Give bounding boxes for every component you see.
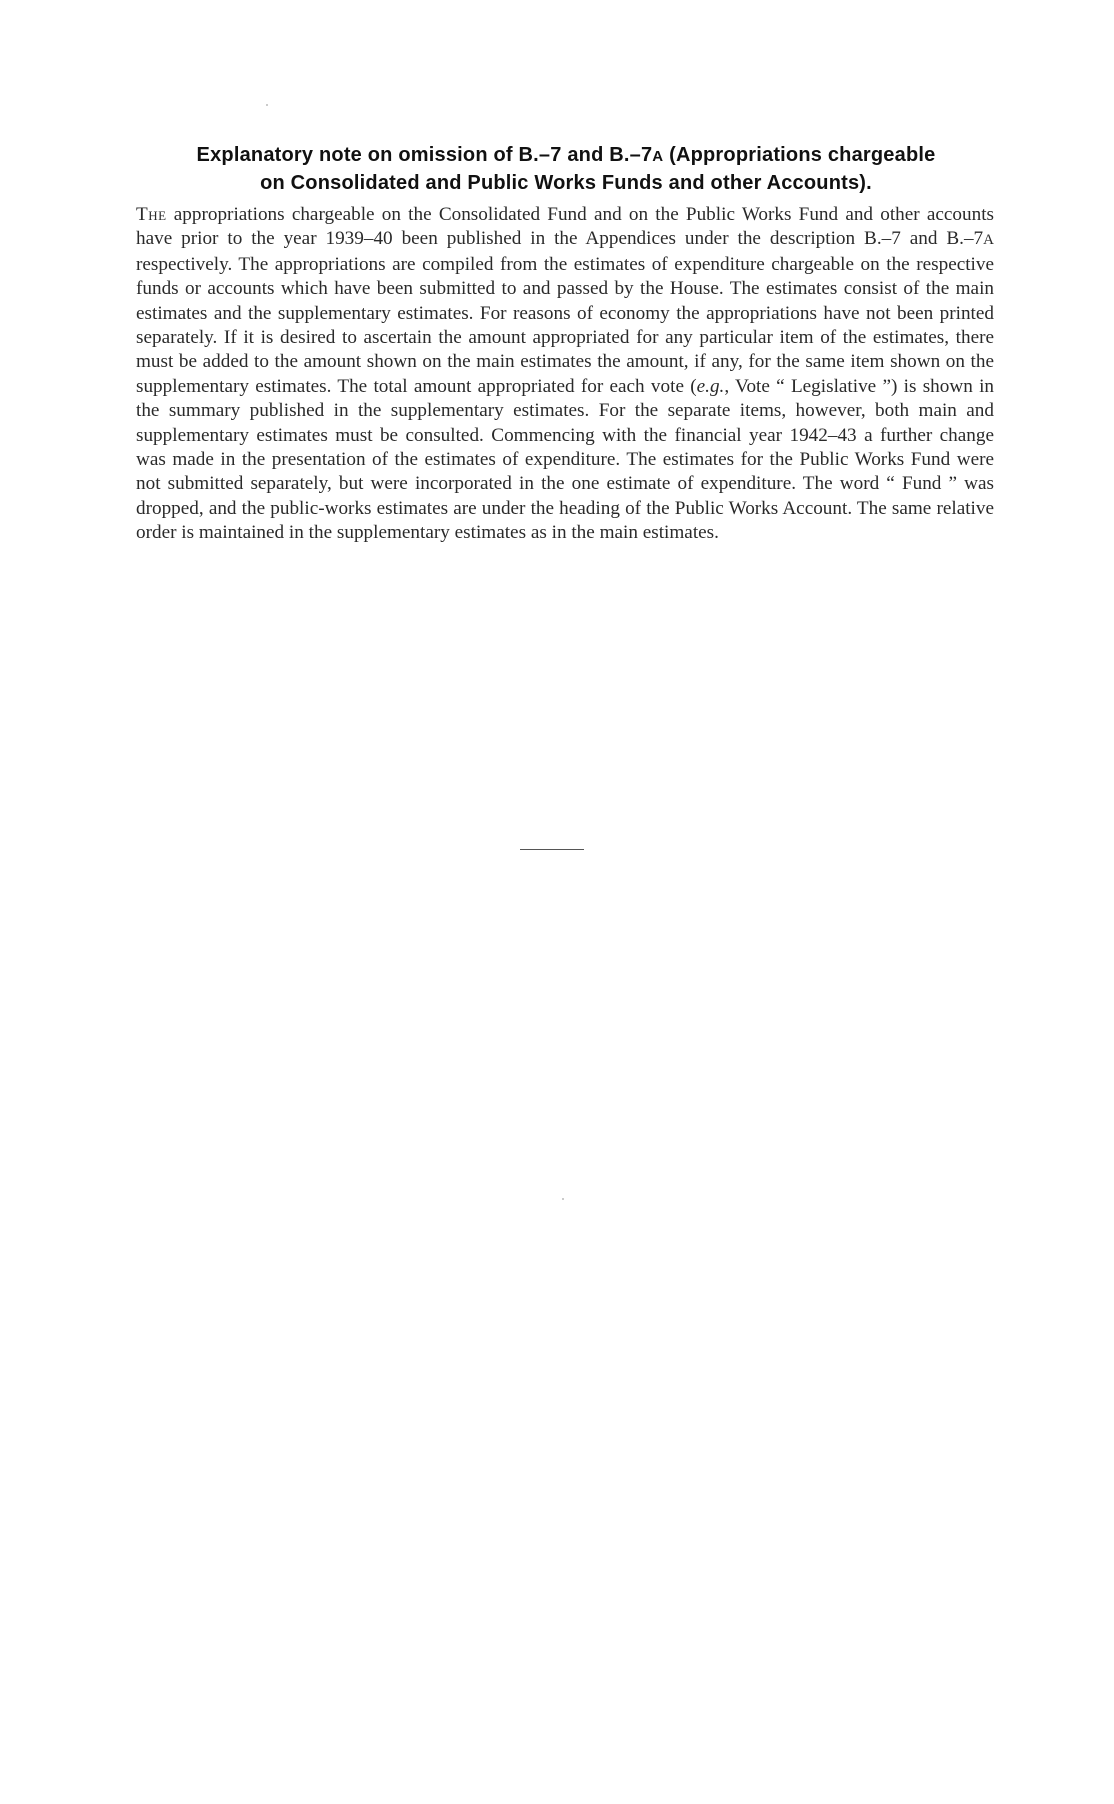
scan-speck — [562, 1198, 564, 1200]
title-line-2: on Consolidated and Public Works Funds and other Accounts). — [260, 172, 872, 194]
body-small-cap: A — [983, 232, 994, 249]
title-small-cap: A — [652, 148, 664, 165]
section-divider — [520, 849, 584, 850]
document-title — [136, 142, 996, 196]
scan-speck — [266, 104, 268, 106]
eg-italic: e.g. — [696, 375, 725, 397]
explanatory-paragraph: The appropriations chargeable on the Consolidated Fund and on the Public Works Fund and other accounts have prior to the year 1939–40 been published in the Appendices under the description B.–7 and B.–7A respectively. The appropriations are compiled from the estimates of expenditure chargeable on the respective funds or accounts which have been submitted to and passed by the House. The estimates consist of the main estimates and the supplementary estimates. For reasons of economy the appropriations have not been printed separately. If it is desired to ascertain the amount appropriated for any particular item of the estimates, there must be added to the amount shown on the main estimates the amount, if any, for the same item shown on the supplementary estimates. The total amount appropriated for each vote (e.g., Vote “ Legislative ”) is shown in the summary published in the supplementary estimates. For the separate items, however, both main and supplementary estimates must be consulted. Commencing with the financial year 1942–43 a further change was made in the presentation of the estimates of expenditure. The estimates for the Public Works Fund were not submitted separately, but were incorporated in the one estimate of expenditure. The word “ Fund ” was dropped, and the public-works estimates are under the heading of the Public Works Account. The same relative order is maintained in the supplementary estimates as in the main estimates. — [136, 204, 994, 544]
title-line-1: Explanatory note on omission of B.–7 and B.–7A (Appropriations chargeable — [196, 144, 936, 166]
lead-word: The — [136, 204, 167, 225]
